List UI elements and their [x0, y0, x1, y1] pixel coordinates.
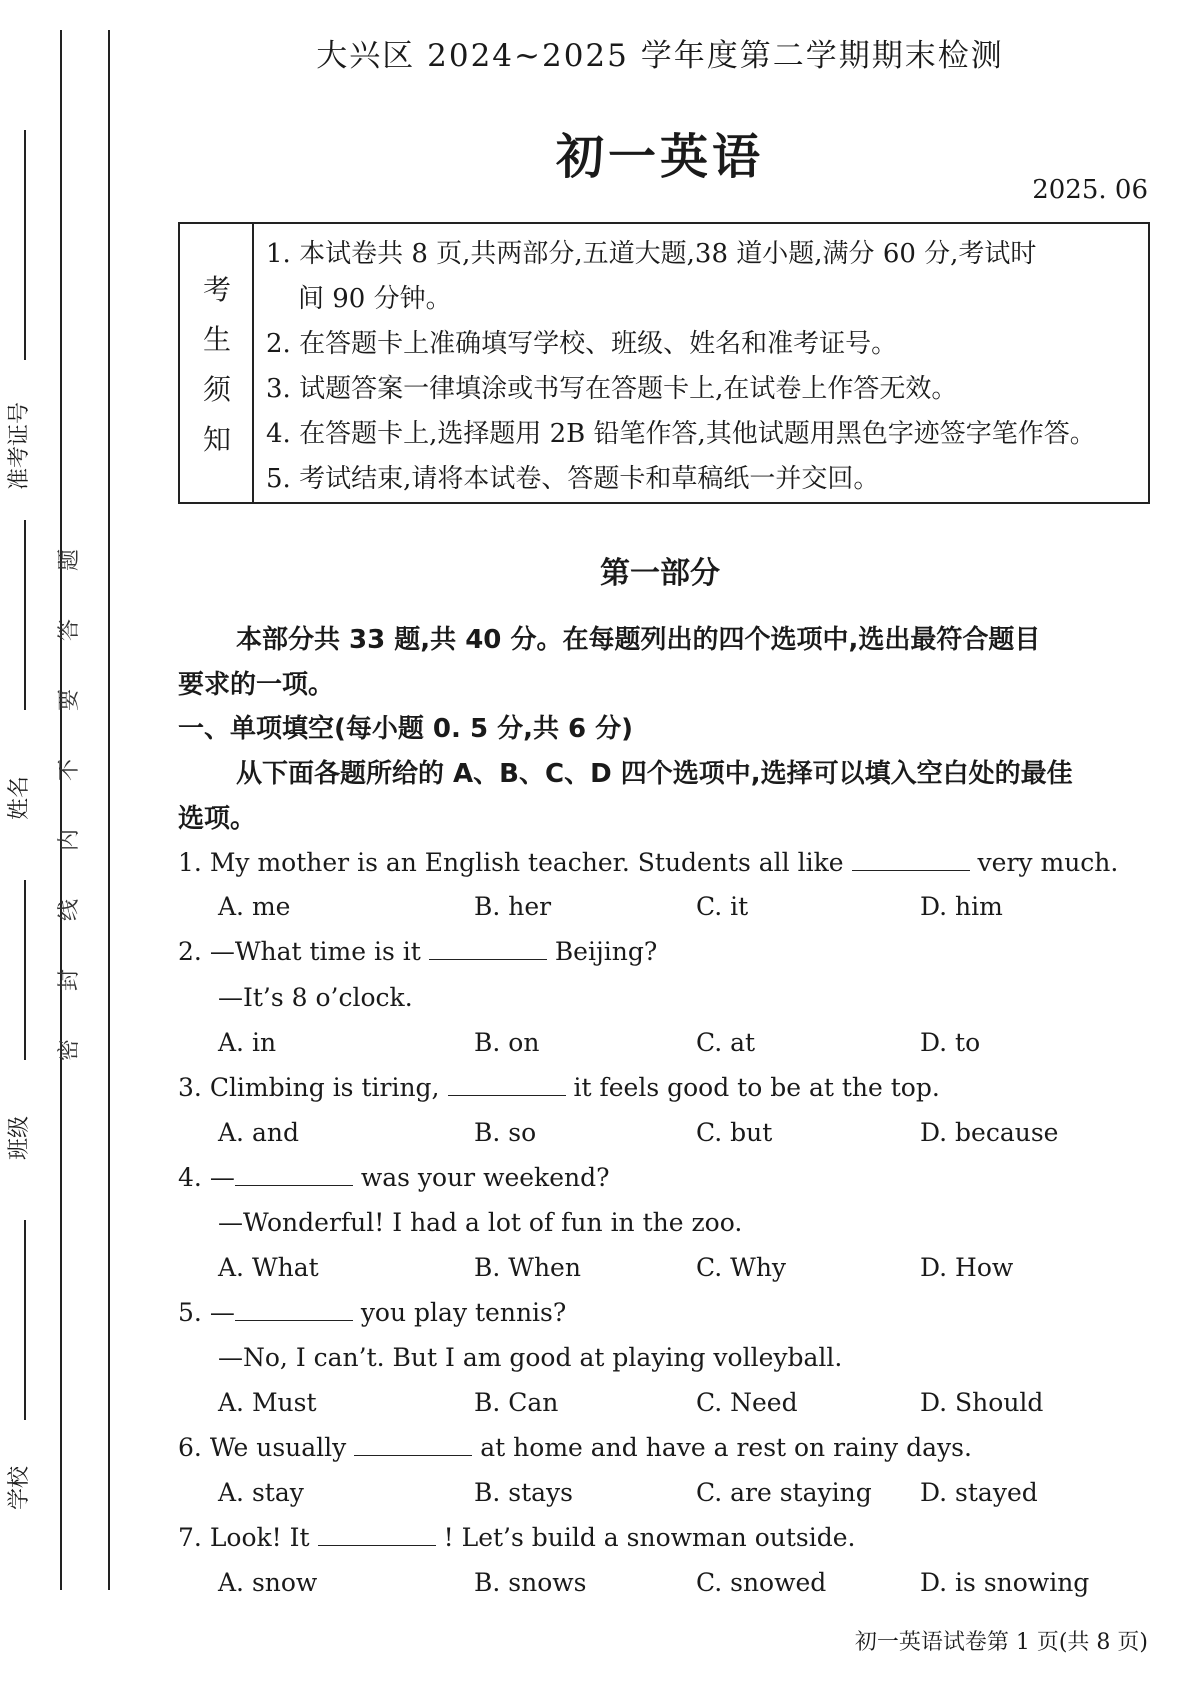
option-c: C. it: [696, 892, 749, 921]
notice-item: 4. 在答题卡上,选择题用 2B 铅笔作答,其他试题用黑色字迹签字笔作答。: [266, 419, 1096, 449]
exam-title: 大兴区 2024~2025 学年度第二学期期末检测: [316, 38, 1004, 74]
question-4: 4. — was your weekend?: [178, 1163, 610, 1192]
option-b: B. When: [474, 1253, 581, 1282]
option-a: A. stay: [218, 1478, 304, 1507]
option-d: D. to: [920, 1028, 981, 1057]
option-d: D. stayed: [920, 1478, 1038, 1507]
page-footer: 初一英语试卷第 1 页(共 8 页): [854, 1630, 1148, 1655]
answer-blank: [429, 937, 547, 960]
option-b: B. on: [474, 1028, 540, 1057]
option-d: D. because: [920, 1118, 1059, 1147]
notice-item: 3. 试题答案一律填涂或书写在答题卡上,在试卷上作答无效。: [266, 374, 958, 404]
option-d: D. How: [920, 1253, 1014, 1282]
option-c: C. Why: [696, 1253, 787, 1282]
question-2: 2. —What time is it Beijing?: [178, 937, 658, 966]
answer-blank: [235, 1298, 353, 1321]
part-intro: 本部分共 33 题,共 40 分。在每题列出的四个选项中,选出最符合题目 要求的一项。: [178, 625, 1041, 700]
question-7: 7. Look! It ! Let’s build a snowman outside.: [178, 1523, 856, 1552]
option-a: A. and: [218, 1118, 299, 1147]
option-a: A. What: [218, 1253, 319, 1282]
question-6: 6. We usually at home and have a rest on rainy days.: [178, 1433, 972, 1462]
question-3: 3. Climbing is tiring, it feels good to be at the top.: [178, 1073, 940, 1102]
option-b: B. Can: [474, 1388, 559, 1417]
option-b: B. so: [474, 1118, 537, 1147]
side-field-name: 姓名: [0, 520, 44, 840]
option-a: A. snow: [218, 1568, 318, 1597]
seal-line-notice: 题 答 要 不 内 线 封 密: [57, 549, 82, 1062]
question-4-reply: —Wonderful! I had a lot of fun in the zoo.: [218, 1208, 743, 1237]
answer-blank: [354, 1433, 472, 1456]
section-title: 一、单项填空(每小题 0. 5 分,共 6 分): [178, 714, 634, 744]
option-b: B. her: [474, 892, 552, 921]
option-b: B. stays: [474, 1478, 573, 1507]
answer-blank: [235, 1163, 353, 1186]
option-c: C. Need: [696, 1388, 798, 1417]
option-a: A. in: [218, 1028, 277, 1057]
answer-blank: [448, 1073, 566, 1096]
notice-item: 5. 考试结束,请将本试卷、答题卡和草稿纸一并交回。: [266, 464, 880, 494]
option-d: D. him: [920, 892, 1003, 921]
option-b: B. snows: [474, 1568, 587, 1597]
option-c: C. are staying: [696, 1478, 872, 1507]
notice-item: 1. 本试卷共 8 页,共两部分,五道大题,38 道小题,满分 60 分,考试时: [266, 239, 1037, 269]
option-a: A. Must: [218, 1388, 317, 1417]
exam-date: 2025. 06: [1032, 175, 1148, 205]
question-2-reply: —It’s 8 o’clock.: [218, 983, 413, 1012]
option-d: D. is snowing: [920, 1568, 1090, 1597]
answer-blank: [852, 848, 970, 871]
question-5: 5. — you play tennis?: [178, 1298, 567, 1327]
part-title: 第一部分: [600, 556, 720, 591]
side-field-school: 学校: [0, 1220, 44, 1520]
side-field-class: 班级: [0, 880, 44, 1180]
notice-item: 2. 在答题卡上准确填写学校、班级、姓名和准考证号。: [266, 329, 898, 359]
candidate-notice-box: [178, 222, 1150, 504]
answer-blank: [318, 1523, 436, 1546]
binding-line-outer: [60, 30, 62, 1590]
notice-label: 考 生 须 知: [180, 224, 254, 502]
question-5-reply: —No, I can’t. But I am good at playing volleyball.: [218, 1343, 843, 1372]
notice-item: 间 90 分钟。: [298, 284, 452, 314]
section-intro: 从下面各题所给的 A、B、C、D 四个选项中,选择可以填入空白处的最佳 选项。: [178, 759, 1073, 834]
option-c: C. snowed: [696, 1568, 827, 1597]
option-c: C. but: [696, 1118, 773, 1147]
subject-title: 初一英语: [555, 129, 764, 185]
question-1: 1. My mother is an English teacher. Students all like very much.: [178, 848, 1119, 877]
option-c: C. at: [696, 1028, 756, 1057]
option-a: A. me: [218, 892, 291, 921]
binding-line-inner: [108, 30, 110, 1590]
option-d: D. Should: [920, 1388, 1044, 1417]
side-field-exam-number: 准考证号: [0, 130, 44, 500]
